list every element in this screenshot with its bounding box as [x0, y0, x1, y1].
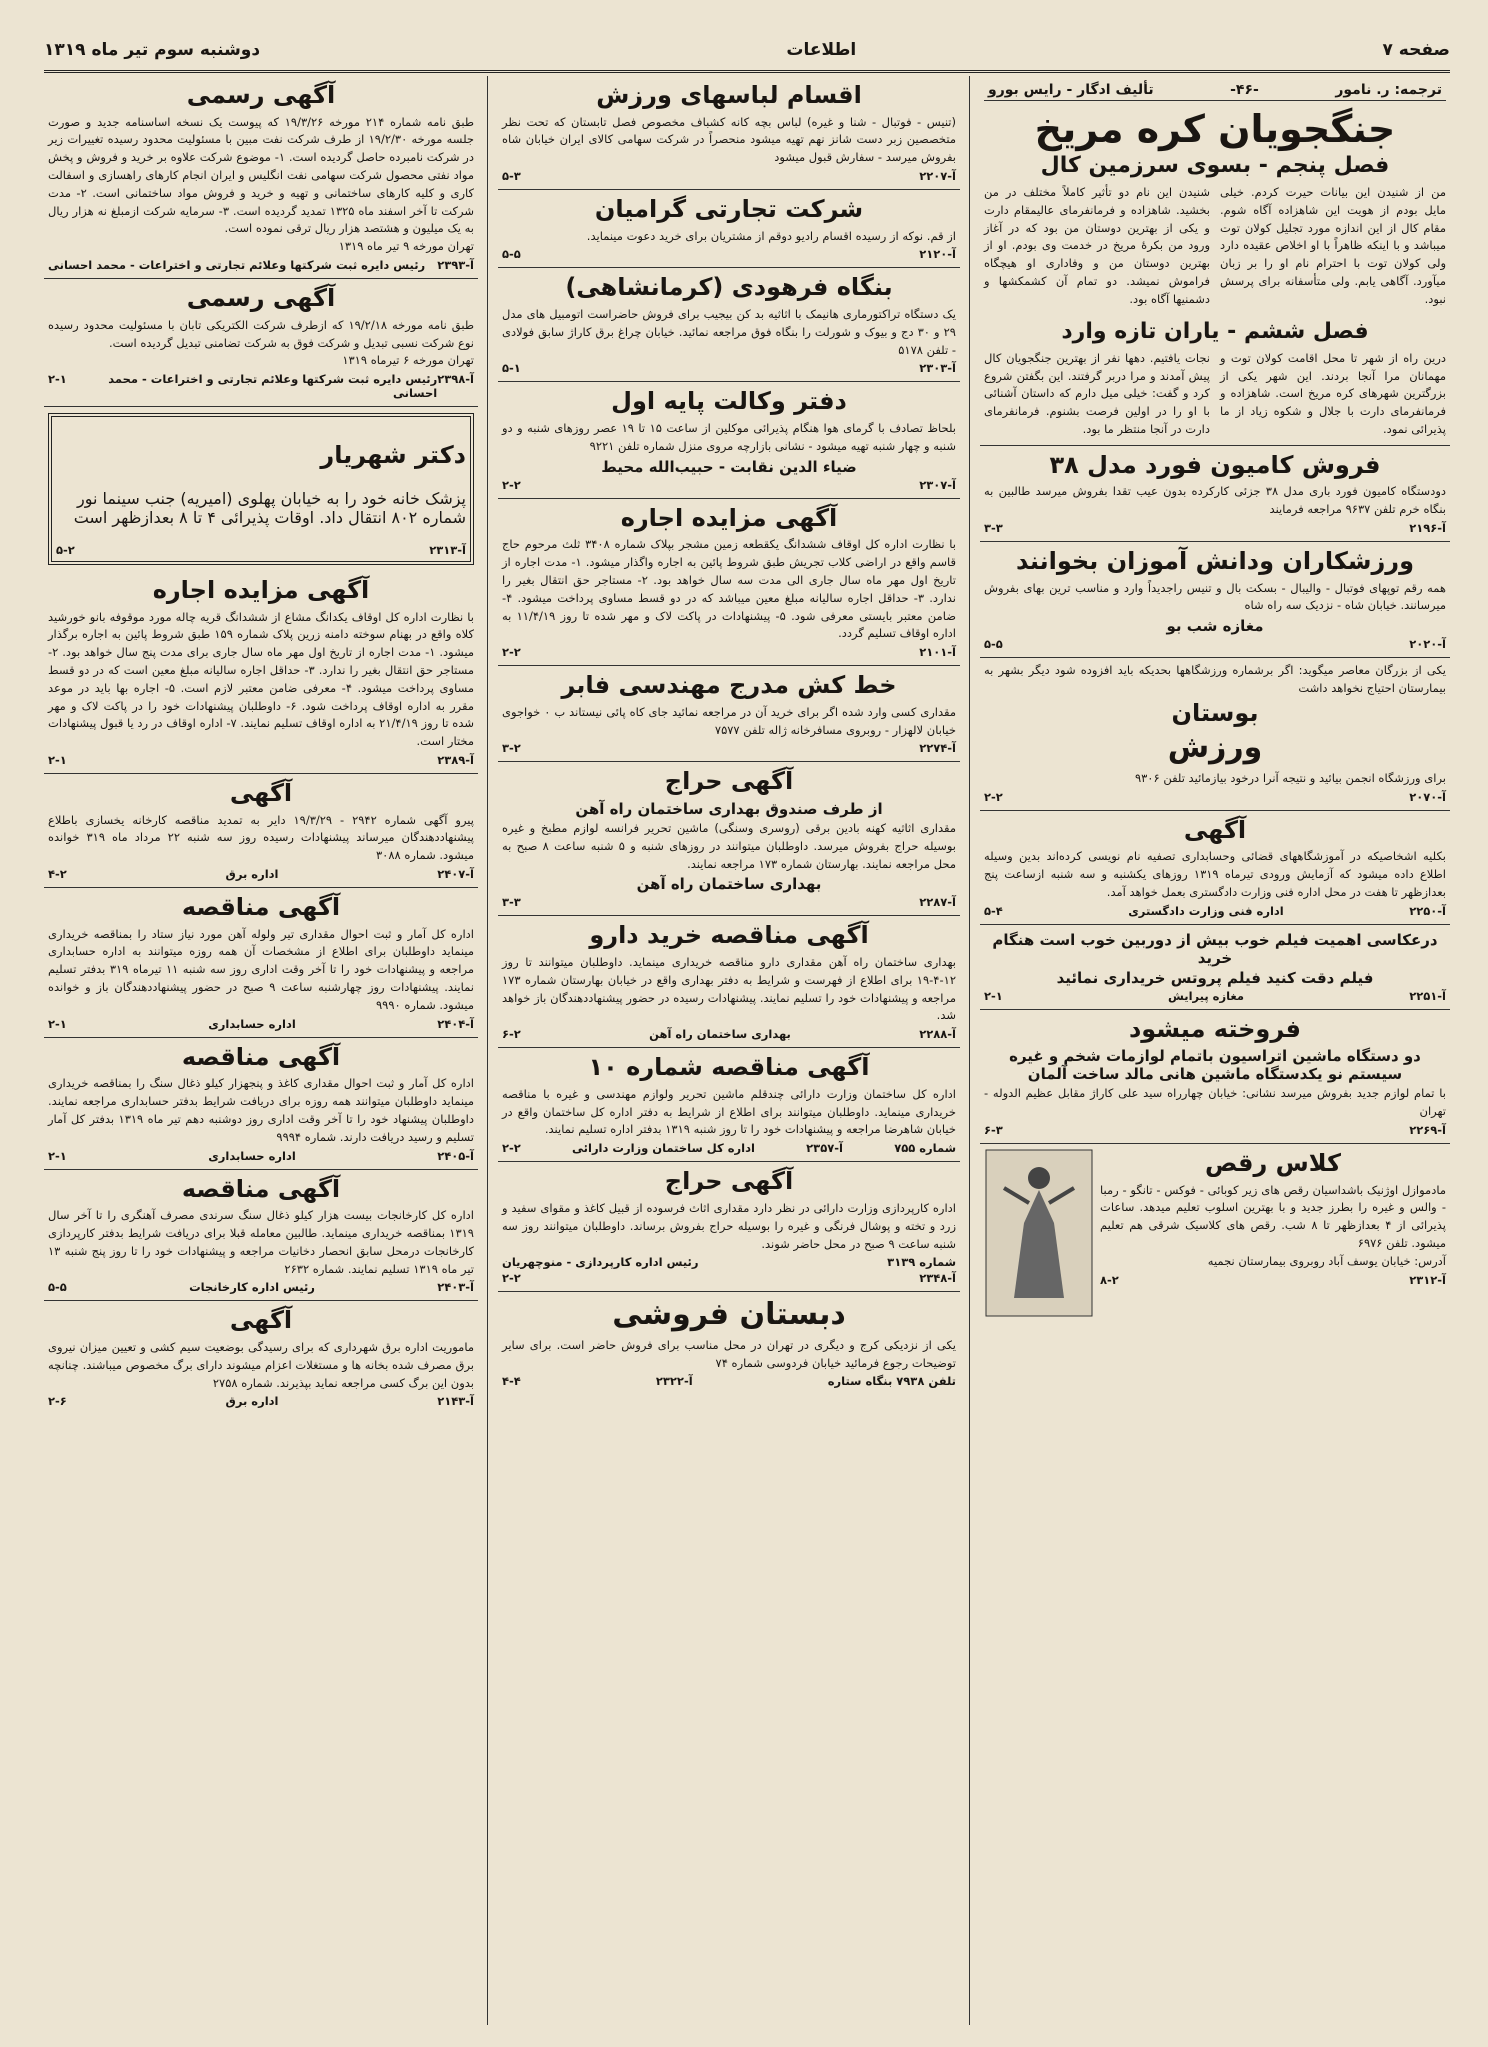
ad-text: اداره کل کارخانجات بیست هزار کیلو ذغال سنگ سرندی مصرف آهنگری را تا آخر سال ۱۳۱۹ بمناقصه خریداری مینماید. طالبین معامله قبلا برای دریافت شرایط بدفتر کارپردازی کارخانجات درمحل سابق انحصار دخانیات مراجعه و پیشنهادات خود را تا روز پنج شنبه ۱۳ تیر ماه ۱۳۱۹ تسلیم نمایند. شماره ۲۶۳۲: [48, 1208, 474, 1276]
ad-text: اداره کل آمار و ثبت احوال مقداری کاغذ و پنجهزار کیلو ذغال سنگ را بمناقصه خریداری مینماید داوطلبان میتوانند همه روزه برای دریافت شرایط بدفتر حسابداری مراجعه نمایند. داوطلبان پیشنهاد خود را تا آخر وقت اداری روز دوشنبه دهم تیر ماه ۱۳۱۹ بدفتر کل آمار تسلیم و رسید دریافت دارند. شماره ۹۹۹۴: [48, 1076, 474, 1144]
ad-text: مقداری اثاثیه کهنه بادین برقی (روسری وسنگی) ماشین تحریر فرانسه لوازم مطبخ و غیره بوسیله حراج بفروش میرسد. داوطلبان میتوانند در روزهای شنبه و ۵ شنبه ساعت ۸ صبح به محل مراجعه نمایند. بهارستان شماره ۱۷۳ مراجعه نمایند.: [502, 820, 956, 871]
ad-text: همه رقم توپهای فوتبال - والیبال - بسکت بال و تنیس راجدیداً وارد و مناسب ترین بهای بفروش میرسانند. خیابان شاه - نزدیک سه راه شاه: [984, 580, 1446, 613]
ad-text: بلحاظ تصادف با گرمای هوا هنگام پذیرائی موکلین از ساعت ۱۵ تا ۱۹ عصر روزهای شنبه و دو شنبه و چهار شنبه تهیه میشود - نشانی بازارچه مروی منزل شماره تلفن ۹۲۲۱: [502, 421, 956, 453]
ad-date: تهران مورخه ۶ تیرماه ۱۳۱۹: [342, 353, 474, 368]
ad-official-notice-2: آگهی رسمی طبق نامه مورخه ۱۹/۲/۱۸ که ازطرف شرکت الکتریکی تابان با مسئولیت محدود رسیده نوع شرکت نسبی تبدیل و شرکت فوق به شرکت تضامنی تبدیل گردیده است. تهران مورخه ۶ تیرماه ۱۳۱۹ آ-۲۳۹۸ رئیس دایره ثبت شرکتها وعلائم تجارتی و اختراعات - محمد احسانی ۲-۱: [44, 279, 478, 407]
serial-text: نجات یافتیم. دهها نفر از بهترین جنگجویان کال پیش آمدند و مرا دربر گرفتند. این بگفتن شروع کرد و گفت: خیلی میل دارم که داستان آشنائی با او را در اولین فرصت بشنوم. فرمانفرمای دارت در آنجا منتظر ما بود.: [984, 350, 1210, 436]
ad-title: آگهی رسمی: [186, 81, 336, 109]
ad-text: اداره کارپردازی وزارت دارائی در نظر دارد مقداری اثاث فرسوده از قبیل کاغذ و مقوای سفید و زرد و تخته و پوشال فرنگی و غیره را بوسیله حراج بفروش برساند. داوطلبان میتوانند روز سه شنبه ساعت ۹ صبح در محل حاضر شوند.: [502, 1200, 956, 1251]
ad-title: فروخته میشود: [1128, 1014, 1301, 1043]
ad-gerami-company: شرکت تجارتی گرامیان از قم. نوکه از رسیده اقسام رادیو دوقم از مشتریان برای خرید دعوت مینماید. آ-۲۱۲۰ ۵-۵: [498, 190, 960, 268]
ad-title: آگهی مناقصه خرید دارو: [589, 921, 869, 950]
ad-title: آگهی رسمی: [186, 284, 336, 313]
ad-title: دبستان فروشی: [612, 1297, 846, 1333]
ad-title: ورزشکاران ودانش آموزان بخوانند: [1015, 546, 1415, 575]
serial-text: شنیدن این نام دو تأثیر کاملاً مختلف در من بخشید. شاهزاده و فرمانفرمای عالیمقام دارت و یکی از بهترین دوستان من بود که در آغاز ورود من بکرهٔ مریخ در خدمت وی بودم. او از بهترین دوستان من و وفاداری او هیچگاه فراموش نمیشد. دو تمام آن کشمکشها و دشمنیها آگاه بود.: [984, 185, 1210, 306]
ad-sports-clothes: اقسام لباسهای ورزش (تنیس - فوتبال - شنا و غیره) لباس بچه کانه کشباف مخصوص فصل تابستان که تحت نظر متخصصین زبر دست شانز نهم تهیه میشود منحصراً در شرکت سهامی کالای ایران خیابان شاه بفروش میرسد - سفارش قبول میشود آ-۲۲۰۷ ۵-۳: [498, 76, 960, 190]
ad-text: با تمام لوازم جدید بفروش میرسد نشانی: خیابان چهارراه سید علی کاراژ مقابل عظیم الدوله - تهران: [984, 1086, 1446, 1119]
ad-text: یک دستگاه تراکتورماری هانیمک با اثاثیه بد کن بیجیب برای فروش حاضراست اتومبیل های مدل ۲۹ و ۳۰ دج و بیوک و شورلت را بنگاه فوق مراجعه نمائید. خیابان چراغ برق کاراژ سابق فولادی - تلفن ۵۱۷۸: [502, 307, 956, 357]
ad-subtitle: از طرف صندوق بهداری ساختمان راه آهن: [575, 799, 883, 818]
ad-ford-truck: فروش کامیون فورد مدل ۳۸ دودستگاه کامیون فورد باری مدل ۳۸ جزئی کارکرده بدون عیب تقدا بفروش میرسد طالبین به بنگاه خرم تلفن ۹۶۳۷ مراجعه فرمایند آ-۲۱۹۶ ۳-۳: [980, 446, 1450, 542]
lawyer-names: ضیاء الدین نقابت - حبیب‌الله محیط: [601, 457, 857, 476]
ad-text: بهداری ساختمان راه آهن مقداری دارو مناقصه خریداری مینماید. داوطلبان میتوانند تا روز ۱۲-۴-۱۹ برای اطلاع از فهرست و شرایط به دفتر بهداری واقع در خیابان بهارستان شماره ۱۷۳ مراجعه و پیشنهادات خود را تسلیم نمایند. پیشنهادات رسیده در حضور پیشنهاددهندگان باز خواهد شد.: [502, 955, 956, 1023]
ad-subtitle: فیلم دقت کنید فیلم پروتس خریداری نمائید: [1056, 968, 1374, 987]
ad-auction-railway: آگهی حراج از طرف صندوق بهداری ساختمان راه آهن مقداری اثاثیه کهنه بادین برقی (روسری وسنگی) ماشین تحریر فرانسه لوازم مطبخ و غیره بوسیله حراج بفروش میرسد. داوطلبان میتوانند در روزهای شنبه و ۵ شنبه ساعت ۸ صبح به محل مراجعه نمایند. بهارستان شماره ۱۷۳ مراجعه نمایند. بهداری ساختمان راه آهن آ-۲۲۸۷ ۳-۳: [498, 762, 960, 916]
ad-title: شرکت تجارتی گرامیان: [594, 195, 864, 224]
ad-title: آگهی مزایده اجاره: [152, 575, 370, 604]
ad-text: با نظارت اداره کل اوقاف یکدانگ مشاع از ششدانگ قریه چاله مورد موقوفه بانو خورشید کلاه واقع در بهنام سوخته دامنه زرین پلاک شماره ۱۵۹ طبق شروط پائین به اجاره برگذار میشود. ۱- مدت اجاره از تاریخ اول مهر ماه سال جاری برای مدت پنج سال خواهد بود. ۲- مستاجر حق انتقال بغیر را ندارد. ۳- حداقل اجاره سالیانه مبلغ معین است که در دو قسط مساوی پرداخت میشود. ۴- معرفی ضامن معتبر لازم است. ۵- اجاره بها باید در موعد مقرر به اداره اوقاف پرداخت شود. ۶- داوطلبان پیشنهادات خود را در پاکت لاک و مهر شده تا روز ۲۱/۴/۱۹ به اداره اوقاف تسلیم نمایند. ۷- اداره اوقاف در رد یا قبول پیشنهادات مختار است.: [48, 609, 475, 749]
ad-tender-medicine: آگهی مناقصه خرید دارو بهداری ساختمان راه آهن مقداری دارو مناقصه خریداری مینماید. داوطلبان میتوانند تا روز ۱۲-۴-۱۹ برای اطلاع از فهرست و شرایط به دفتر بهداری واقع در خیابان بهارستان شماره ۱۷۳ مراجعه و پیشنهادات خود را تسلیم نمایند. پیشنهادات رسیده در حضور پیشنهاددهندگان باز خواهد شد. آ-۲۲۸۸ بهداری ساختمان راه آهن ۶-۲: [498, 916, 960, 1048]
ad-doctor: دکتر شهریار پزشک خانه خود را به خیابان پهلوی (امیریه) جنب سینما نور شماره ۸۰۲ انتقال داد. اوقات پذیرائی ۴ تا ۸ بعدازظهر است آ-۲۳۱۳ ۵-۲: [48, 413, 474, 565]
ad-title: آگهی: [1183, 815, 1247, 844]
ad-ruler: خط کش مدرج مهندسی فابر مقداری کسی وارد شده اگر برای خرید آن در مراجعه نمائید جای کاه پائی نیستاند ب ۰ خواجوی خیابان لالهزار - روبروی مسافرخانه ژاله تلفن ۷۵۷۷ آ-۲۲۷۴ ۳-۲: [498, 666, 960, 762]
ad-title: آگهی مزایده اجاره: [620, 503, 838, 532]
serial-story: [980, 76, 1450, 446]
ad-lead: یکی از بزرگان معاصر میگوید: اگر برشماره ورزشگاهها بحدیکه باید افزوده شود دیگر بشهر به بیمارستان احتیاج نخواهد داشت: [984, 663, 1446, 695]
ad-tender-3: آگهی مناقصه اداره کل کارخانجات بیست هزار کیلو ذغال سنگ سرندی مصرف آهنگری را تا آخر سال ۱۳۱۹ بمناقصه خریداری مینماید. طالبین معامله قبلا برای دریافت شرایط بدفتر کارپردازی کارخانجات درمحل سابق انحصار دخانیات مراجعه و پیشنهادات خود را تا روز پنج شنبه ۱۳ تیر ماه ۱۳۱۹ تسلیم نمایند. شماره ۲۶۳۲ آ-۲۴۰۳ رئیس اداره کارخانجات ۵-۵: [44, 1170, 478, 1302]
ad-subtitle: دو دستگاه ماشین اتراسیون باتمام لوازمات شخم و غیره سیستم نو یکدستگاه ماشین هانی مالد ساخت آلمان: [1009, 1047, 1421, 1084]
ad-lease-auction: آگهی مزایده اجاره با نظارت اداره کل اوقاف ششدانگ یکقطعه زمین مشجر بپلاک شماره ۳۴۰۸ ثلث مرحوم حاج قاسم واقع در اراضی کلاب تجریش طبق شروط پائین به اجاره واگذار میشود. ۱- مدت اجاره از تاریخ اول مهر ماه سال جاری الی مدت سه سال خواهد بود. ۲- مستاجر حق انتقال بغیر را ندارد. ۳- حداقل اجاره سالیانه مبلغ معین میباشد که در دو قسط مساوی پرداخت میشود. ۴- ضامن معتبر بایستی معرفی شود. ۵- پیشنهادات در پاکت لاک و مهر شده تا روز ۱۱/۴/۱۹ به اداره اوقاف تسلیم گردد. آ-۲۱۰۱ ۲-۲: [498, 499, 960, 666]
right-column: [980, 76, 1450, 2025]
left-column: [44, 76, 478, 2025]
ad-title: دکتر شهریار: [320, 441, 466, 470]
ad-date: تهران مورخه ۹ تیر ماه ۱۳۱۹: [338, 239, 474, 254]
ad-text: ماموریت اداره برق شهرداری که برای رسیدگی بوضعیت سیم کشی و تعیین میزان نیروی برق مصرف شده بخانه ها و مستغلات اعزام میشوند دارای برگ مخصوص میباشند. چنانچه بدون این برگ کسی مراجعه نماید بپذیرند. شماره ۲۷۵۸: [48, 1340, 474, 1390]
ad-brand: بوستان: [1171, 698, 1259, 727]
ad-title: اقسام لباسهای ورزش: [596, 81, 862, 109]
ad-dance-class: کلاس رقص مادموازل اوژنیک باشداسیان رقص های زیر کوبائی - فوکس - تانگو - رمبا - والس و غیره را بطرز جدید و با بهترین اسلوب تعلیم میدهد. ساعات پذیرائی از ۴ بعدازظهر تا ۸ شب. رقص های کلاسیک شرقی هم تعلیم میشود. تلفن ۶۹۷۶ آدرس: خیابان یوسف آباد روبروی بیمارستان نجمیه آ-۲۳۱۲ ۸-۲: [980, 1144, 1450, 1324]
chapter-heading: فصل پنجم - بسوی سرزمین کال: [1040, 153, 1390, 178]
ad-title: خط کش مدرج مهندسی فابر: [561, 671, 897, 700]
ad-text: اداره کل ساختمان وزارت دارائی چندقلم ماشین تحریر ولوازم مهندسی و غیره با مناقصه خریداری مینماید. داوطلبان میتوانند برای اطلاع از شرایط به دفتر اداره کل ساختمان واقع در خیابان شاهرضا مراجعه و پیشنهادات خود را تا روز شنبه ۱۳۱۹ بدفتر اداره تسلیم نمایند.: [502, 1086, 956, 1137]
newspaper-name: اطلاعات: [786, 40, 857, 60]
chapter-heading: فصل ششم - یاران تازه وارد: [1061, 318, 1369, 344]
ad-text: از قم. نوکه از رسیده اقسام رادیو دوقم از مشتریان برای خرید دعوت مینماید.: [586, 228, 956, 243]
ad-title: درعکاسی اهمیت فیلم خوب بیش از دوربین خوب است هنگام خرید: [992, 930, 1438, 967]
ad-address: آدرس: خیابان یوسف آباد روبروی بیمارستان نجمیه: [1207, 1253, 1446, 1268]
dancer-illustration: [984, 1148, 1094, 1318]
ad-justice-notice: آگهی بکلیه اشخاصیکه در آموزشگاههای قضائی وحسابداری تصفیه نام نویسی کرده‌اند بدین وسیله اطلاع داده میشود که آزمایش ورودی تیرماه ۱۳۱۹ روزهای یکشنبه و سه شنبه ازساعت پنج بعدازظهر تا هفت در محل اداره فنی وزارت دادگستری بعمل خواهد آمد. آ-۲۲۵۰ اداره فنی وزارت دادگستری ۵-۴: [980, 811, 1450, 925]
ad-official-notice-1: آگهی رسمی طبق نامه شماره ۲۱۴ مورخه ۱۹/۳/۲۶ که پیوست یک نسخه اساسنامه جدید و صورت جلسه مورخه ۱۹/۲/۳۰ از طرف شرکت نفت مبین با مسئولیت محدود رسیده تغییرات زیر در شرکت نامبرده حاصل گردیده است. ۱- موضوع شرکت علاوه بر خرید و فروش و پخش مواد نفتی محصول شرکت سهامی نفت انگلیس و ایران انجام کارهای راهسازی و اسفالت کاری و کلیه کارهای ساختمانی و تهیه و خرید و فروش مواد ساختمانی است. ۲- مدت شرکت تا آخر اسفند ماه ۱۳۲۵ تمدید گردیده است. ۳- سرمایه شرکت ازمبلغ نه هزار ریال به یک میلیون و هشتصد هزار ریال ترقی نموده است. تهران مورخه ۹ تیر ماه ۱۳۱۹ آ-۲۳۹۳ رئیس دایره ثبت شرکتها وعلائم تجارتی و اختراعات - محمد احسانی: [44, 76, 478, 279]
ad-for-sale: فروخته میشود دو دستگاه ماشین اتراسیون باتمام لوازمات شخم و غیره سیستم نو یکدستگاه ماشین هانی مالد ساخت آلمان با تمام لوازم جدید بفروش میرسد نشانی: خیابان چهارراه سید علی کاراژ مقابل عظیم الدوله - تهران آ-۲۲۶۹ ۶-۳: [980, 1010, 1450, 1144]
ad-text: پیرو آگهی شماره ۲۹۴۲ - ۱۹/۳/۲۹ دایر به تمدید مناقصه کارخانه یخسازی باطلاع پیشنهاددهندگان میرساند پیشنهادات رسیده روز سه شنبه ۲۲ مرداد ماه ۳۱۹ خوانده میشود. شماره ۳۰۸۸: [48, 812, 474, 863]
ad-lease-auction-2: آگهی مزایده اجاره با نظارت اداره کل اوقاف یکدانگ مشاع از ششدانگ قریه چاله مورد موقوفه بانو خورشید کلاه واقع در بهنام سوخته دامنه زرین پلاک شماره ۱۵۹ طبق شروط پائین به اجاره برگذار میشود. ۱- مدت اجاره از تاریخ اول مهر ماه سال جاری برای مدت پنج سال خواهد بود. ۲- مستاجر حق انتقال بغیر را ندارد. ۳- حداقل اجاره سالیانه مبلغ معین است که در دو قسط مساوی پرداخت میشود. ۴- معرفی ضامن معتبر لازم است. ۵- اجاره بها باید در موعد مقرر به اداره اوقاف پرداخت شود. ۶- داوطلبان پیشنهادات خود را در پاکت لاک و مهر شده تا روز ۲۱/۴/۱۹ به اداره اوقاف تسلیم نمایند. ۷- اداره اوقاف در رد یا قبول پیشنهادات مختار است. آ-۲۳۸۹ ۲-۱: [44, 571, 478, 774]
ad-tender-10: آگهی مناقصه شماره ۱۰ اداره کل ساختمان وزارت دارائی چندقلم ماشین تحریر ولوازم مهندسی و غیره با مناقصه خریداری مینماید. داوطلبان میتوانند برای اطلاع از شرایط به دفتر اداره کل ساختمان واقع در خیابان شاهرضا مراجعه و پیشنهادات خود را تا روز شنبه ۱۳۱۹ بدفتر اداره تسلیم نمایند. شماره ۷۵۵ آ-۲۳۵۷ اداره کل ساختمان وزارت دارائی ۲-۲: [498, 1048, 960, 1162]
ad-title: دفتر وکالت پایه اول: [611, 387, 847, 416]
ad-title: آگهی مناقصه: [181, 1042, 341, 1071]
ad-title: آگهی: [229, 779, 293, 808]
ad-text: طبق نامه شماره ۲۱۴ مورخه ۱۹/۳/۲۶ که پیوست یک نسخه اساسنامه جدید و صورت جلسه مورخه ۱۹/۲/۳۰ از طرف شرکت نفت مبین با مسئولیت محدود رسیده تغییرات زیر در شرکت نامبرده حاصل گردیده است. ۱- موضوع شرکت علاوه بر خرید و فروش و پخش مواد نفتی محصول شرکت سهامی نفت انگلیس و ایران انجام کارهای راهسازی و اسفالت کاری و کلیه کارهای ساختمانی و تهیه و خرید و فروش مواد ساختمانی است. ۲- مدت شرکت تا آخر اسفند ماه ۱۳۲۵ تمدید گردیده است. ۳- سرمایه شرکت ازمبلغ نه هزار ریال به یک میلیون و هشتصد هزار ریال ترقی نموده است.: [48, 114, 475, 236]
ad-text: طبق نامه مورخه ۱۹/۲/۱۸ که ازطرف شرکت الکتریکی تابان با مسئولیت محدود رسیده نوع شرکت نسبی تبدیل و شرکت فوق به شرکت تضامنی تبدیل گردیده است.: [48, 317, 474, 350]
ad-sports-shop: ورزشکاران ودانش آموزان بخوانند همه رقم توپهای فوتبال - والیبال - بسکت بال و تنیس راجدیداً وارد و مناسب ترین بهای بفروش میرسانند. خیابان شاه - نزدیک سه راه شاه مغازه شب بو آ-۲۰۲۰ ۵-۵: [980, 542, 1450, 658]
ad-title: آگهی مناقصه: [181, 893, 341, 922]
column-divider: [487, 76, 488, 2025]
ad-auction-finance: آگهی حراج اداره کارپردازی وزارت دارائی در نظر دارد مقداری اثاث فرسوده از قبیل کاغذ و مقوای سفید و زرد و تخته و پوشال فرنگی و غیره را بوسیله حراج بفروش برساند. داوطلبان میتوانند روز سه شنبه ساعت ۹ صبح در محل حاضر شوند. شماره ۳۱۳۹ رئیس اداره کارپردازی - منوچهریان آ-۲۳۴۸ ۲-۲: [498, 1162, 960, 1292]
ad-text: (تنیس - فوتبال - شنا و غیره) لباس بچه کانه کشباف مخصوص فصل تابستان که تحت نظر متخصصین زبر دست شانز نهم تهیه میشود منحصراً در شرکت سهامی کالای ایران خیابان شاه بفروش میرسد - سفارش قبول میشود: [502, 114, 956, 165]
serial-text: من از شنیدن این بیانات حیرت کردم. خیلی مایل بودم از هویت این شاهزاده آگاه شوم. مقام کال از این اندازه مورد تجلیل کولان توت میباشد و با اینکه ظاهراً با او اخلاص عقیده دارد ولی کولان توت با احترام نام او را بر زبان میآورد. آگاهی یابم. ولی متأسفانه برای پرسش نبود.: [1220, 185, 1446, 306]
ad-text: مادموازل اوژنیک باشداسیان رقص های زیر کوبائی - فوکس - تانگو - رمبا - والس و غیره را بطرز جدید و با بهترین اسلوب تعلیم میدهد. ساعات پذیرائی از ۴ بعدازظهر تا ۸ شب. رقص های کلاسیک شرقی هم تعلیم میشود. تلفن ۶۹۷۶: [1100, 1182, 1446, 1250]
page-number: صفحه ۷: [1382, 40, 1450, 60]
ad-text: یکی از نزدیکی کرج و دیگری در تهران در محل مناسب برای فروش حاضر است. برای سایر توضیحات رجوع فرمائید خیابان فردوسی شماره ۷۴: [502, 1337, 956, 1370]
ad-film: درعکاسی اهمیت فیلم خوب بیش از دوربین خوب است هنگام خرید فیلم دقت کنید فیلم پروتس خریداری نمائید آ-۲۲۵۱ مغازه پیرایش ۲-۱: [980, 925, 1450, 1010]
ad-title: آگهی: [229, 1306, 293, 1335]
ad-signature: بهداری ساختمان راه آهن: [636, 875, 822, 894]
ad-title: کلاس رقص: [1205, 1148, 1341, 1177]
ad-text: پزشک خانه خود را به خیابان پهلوی (امیریه) جنب سینما نور شماره ۸۰۲ انتقال داد. اوقات پذیرائی ۴ تا ۸ بعدازظهر است: [73, 488, 466, 527]
ad-title: فروش کامیون فورد مدل ۳۸: [1049, 450, 1381, 479]
serial-title: جنگجویان کره مریخ: [1034, 107, 1396, 151]
ad-text: بکلیه اشخاصیکه در آموزشگاههای قضائی وحسابداری تصفیه نام نویسی کرده‌اند بدین وسیله اطلاع داده میشود که آزمایش ورودی تیرماه ۱۳۱۹ روزهای یکشنبه و سه شنبه ازساعت پنج بعدازظهر تا هفت در محل اداره فنی وزارت دادگستری بعمل خواهد آمد.: [984, 849, 1446, 899]
ad-title: آگهی مناقصه شماره ۱۰: [588, 1053, 870, 1082]
ad-title: آگهی مناقصه: [181, 1174, 341, 1203]
ad-tender-2: آگهی مناقصه اداره کل آمار و ثبت احوال مقداری کاغذ و پنجهزار کیلو ذغال سنگ را بمناقصه خریداری مینماید داوطلبان میتوانند همه روزه برای دریافت شرایط بدفتر حسابداری مراجعه نمایند. داوطلبان پیشنهاد خود را تا آخر وقت اداری روز دوشنبه دهم تیر ماه ۱۳۱۹ بدفتر کل آمار تسلیم و رسید دریافت دارند. شماره ۹۹۹۴ آ-۲۴۰۵ اداره حسابداری ۲-۱: [44, 1038, 478, 1170]
serial-credits: ترجمه: ر. نامور -۴۶- تألیف ادگار - رایس بورو: [984, 80, 1446, 101]
ad-school-sale: دبستان فروشی یکی از نزدیکی کرج و دیگری در تهران در محل مناسب برای فروش حاضر است. برای سایر توضیحات رجوع فرمائید خیابان فردوسی شماره ۷۴ تلفن ۷۹۳۸ بنگاه ستاره آ-۲۳۲۲ ۴-۴: [502, 1297, 956, 1389]
newspaper-header: [44, 30, 1450, 73]
ad-farhoudi-agency: بنگاه فرهودی (کرمانشاهی) یک دستگاه تراکتورماری هانیمک با اثاثیه بد کن بیجیب برای فروش حاضراست اتومبیل های مدل ۲۹ و ۳۰ دج و بیوک و شورلت را بنگاه فوق مراجعه نمائید. خیابان چراغ برق کاراژ سابق فولادی - تلفن ۵۱۷۸ آ-۲۳۰۳ ۵-۱: [498, 268, 960, 382]
ad-big-word: ورزش: [1167, 730, 1263, 766]
serial-text: درین راه از شهر تا محل اقامت کولان توت و مهمانان مرا آنجا بردند. این شهر یکی از بزرگترین شهرهای کره مریخ است. شاهزاده و فرمانفرمای دارت با جلال و شکوه زیاد از ما پذیرائی نمود.: [1220, 350, 1446, 436]
ad-text: دودستگاه کامیون فورد باری مدل ۳۸ جزئی کارکرده بدون عیب تقدا بفروش میرسد طالبین به بنگاه خرم تلفن ۹۶۳۷ مراجعه فرمایند: [984, 484, 1446, 517]
column-divider: [969, 76, 970, 2025]
ad-text: با نظارت اداره کل اوقاف ششدانگ یکقطعه زمین مشجر بپلاک شماره ۳۴۰۸ ثلث مرحوم حاج قاسم واقع در اراضی کلاب تجریش طبق شروط پائین به اجاره واگذار میشود. ۱- مدت اجاره از تاریخ اول مهر ماه سال جاری الی مدت سه سال خواهد بود. ۲- مستاجر حق انتقال بغیر را ندارد. ۳- حداقل اجاره سالیانه مبلغ معین میباشد که در دو قسط مساوی پرداخت میشود. ۴- ضامن معتبر بایستی معرفی شود. ۵- پیشنهادات در پاکت لاک و مهر شده تا روز ۱۱/۴/۱۹ به اداره اوقاف تسلیم گردد.: [502, 537, 956, 641]
shop-name: مغازه شب بو: [1166, 617, 1264, 636]
ad-title: آگهی حراج: [664, 767, 794, 796]
issue-date: دوشنبه سوم تیر ماه ۱۳۱۹: [44, 40, 261, 60]
ad-text: مقداری کسی وارد شده اگر برای خرید آن در مراجعه نمائید جای کاه پائی نیستاند ب ۰ خواجوی خیابان لالهزار - روبروی مسافرخانه ژاله تلفن ۷۵۷۷: [502, 704, 956, 737]
ad-text: اداره کل آمار و ثبت احوال مقداری تیر ولوله آهن مورد نیاز ستاد را بمناقصه خریداری مینماید داوطلبان برای اطلاع از مشخصات آن همه روزه میتوانند به اداره حسابداری مراجعه و پیشنهادات خود را تا آخر وقت اداری روز سه شنبه ۱۱ تیرماه ۳۱۹ بدفتر تسلیم نمایند. پیشنهادات روز چهارشنبه ساعت ۹ صبح در حضور پیشنهاددهندگان باز و خوانده میشود. شماره ۹۹۹۰: [48, 926, 474, 1012]
ad-tender-1: آگهی مناقصه اداره کل آمار و ثبت احوال مقداری تیر ولوله آهن مورد نیاز ستاد را بمناقصه خریداری مینماید داوطلبان برای اطلاع از مشخصات آن همه روزه میتوانند به اداره حسابداری مراجعه و پیشنهادات خود را تا آخر وقت اداری روز سه شنبه ۱۱ تیرماه ۳۱۹ بدفتر تسلیم نمایند. پیشنهادات روز چهارشنبه ساعت ۹ صبح در حضور پیشنهاددهندگان باز و خوانده میشود. شماره ۹۹۹۰ آ-۲۴۰۴ اداره حسابداری ۲-۱: [44, 888, 478, 1038]
ad-electricity-1: آگهی پیرو آگهی شماره ۲۹۴۲ - ۱۹/۳/۲۹ دایر به تمدید مناقصه کارخانه یخسازی باطلاع پیشنهاددهندگان میرساند پیشنهادات رسیده روز سه شنبه ۲۲ مرداد ماه ۳۱۹ خوانده میشود. شماره ۳۰۸۸ آ-۲۴۰۷ اداره برق ۴-۲: [44, 774, 478, 888]
ad-title: آگهی حراج: [664, 1167, 794, 1196]
middle-column: [498, 76, 960, 2025]
ad-electricity-2: آگهی ماموریت اداره برق شهرداری که برای رسیدگی بوضعیت سیم کشی و تعیین میزان نیروی برق مصرف شده بخانه ها و مستغلات اعزام میشوند دارای برگ مخصوص میباشند. چنانچه بدون این برگ کسی مراجعه نماید بپذیرند. شماره ۲۷۵۸ آ-۲۱۴۳ اداره برق ۲-۶: [48, 1306, 474, 1409]
ad-title: بنگاه فرهودی (کرمانشاهی): [565, 273, 893, 302]
ad-text: برای ورزشگاه انجمن بیائید و نتیجه آنرا درخود بیازمائید تلفن ۹۳۰۶: [1134, 770, 1446, 785]
ad-bostan-sport: یکی از بزرگان معاصر میگوید: اگر برشماره ورزشگاهها بحدیکه باید افزوده شود دیگر بشهر به بیمارستان احتیاج نخواهد داشت بوستان ورزش برای ورزشگاه انجمن بیائید و نتیجه آنرا درخود بیازمائید تلفن ۹۳۰۶ آ-۲۰۷۰ ۲-۲: [980, 658, 1450, 811]
ad-law-office: دفتر وکالت پایه اول بلحاظ تصادف با گرمای هوا هنگام پذیرائی موکلین از ساعت ۱۵ تا ۱۹ عصر روزهای شنبه و دو شنبه و چهار شنبه تهیه میشود - نشانی بازارچه مروی منزل شماره تلفن ۹۲۲۱ ضیاء الدین نقابت - حبیب‌الله محیط آ-۲۳۰۷ ۲-۲: [498, 382, 960, 498]
